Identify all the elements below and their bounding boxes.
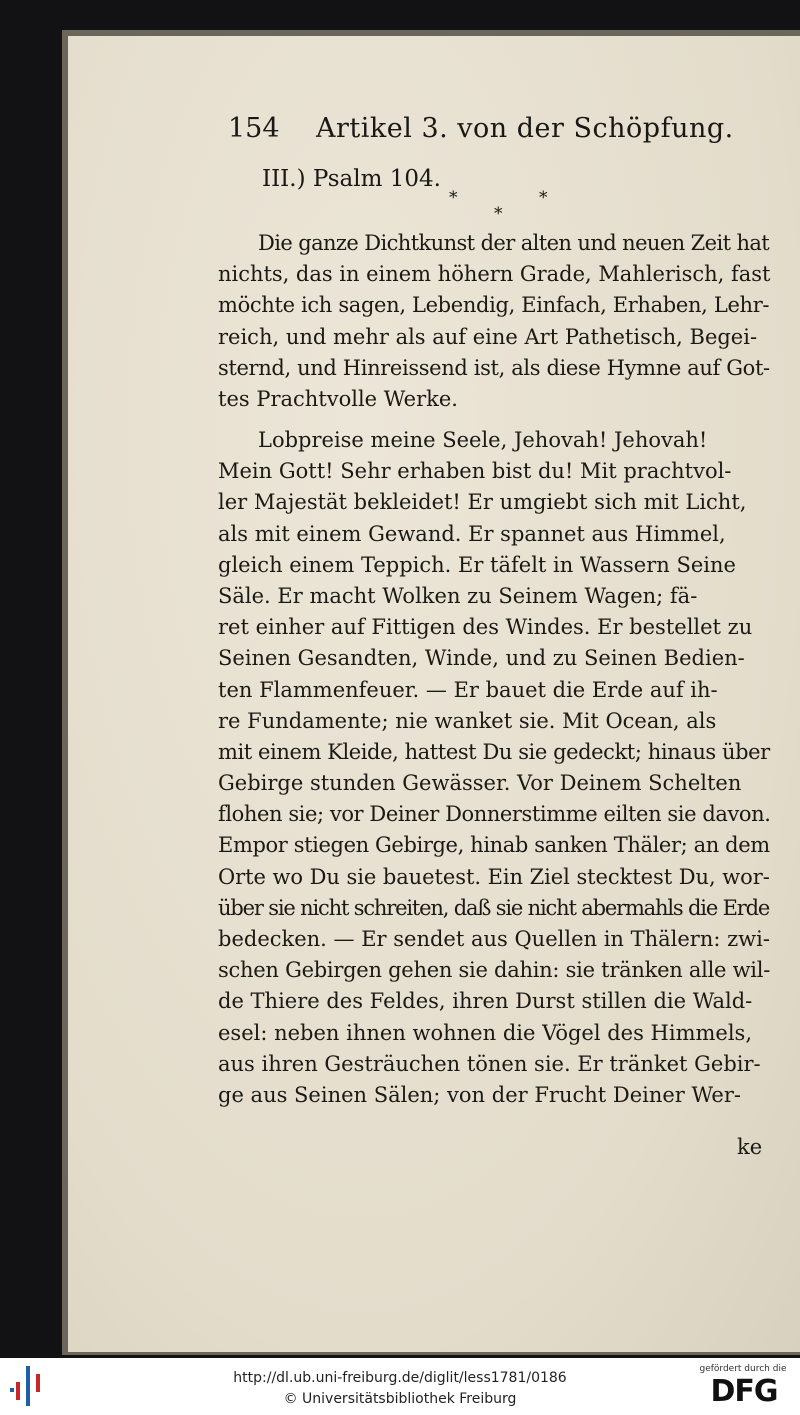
paragraph-psalm (218, 425, 770, 1111)
dfg-logo[interactable]: DFG (710, 1374, 778, 1409)
viewer-footer (0, 1358, 800, 1415)
paragraph-intro (218, 228, 770, 415)
text-line: Mein Gott! Sehr erhaben bist du! Mit prachtvol- (218, 459, 732, 484)
copyright-notice: © Universitätsbibliothek Freiburg (283, 1391, 517, 1407)
text-line: möchte ich sagen, Lebendig, Einfach, Erhaben, Lehr- (218, 293, 770, 318)
asterism-star: * (494, 204, 503, 224)
text-line: bedecken. — Er sendet aus Quellen in Thälern: zwi- (218, 927, 770, 951)
text-line: Seinen Gesandten, Winde, und zu Seinen Bedien- (218, 646, 745, 671)
text-line: Orte wo Du sie bauetest. Ein Ziel stecktest Du, wor- (218, 864, 770, 889)
asterism-star: * (539, 188, 548, 208)
source-url-link[interactable]: http://dl.ub.uni-freiburg.de/diglit/less1781/0186 (233, 1370, 567, 1386)
text-line: sternd, und Hinreissend ist, als diese Hymne auf Got- (218, 355, 770, 380)
text-line: ten Flammenfeuer. — Er bauet die Erde auf ih- (218, 677, 718, 702)
catchword: ke (737, 1135, 763, 1159)
page-number: 154 (228, 113, 280, 144)
asterism-star: * (449, 188, 458, 208)
text-line: über sie nicht schreiten, daß sie nicht abermahls die Erde (218, 895, 770, 920)
text-line: aus ihren Gesträuchen tönen sie. Er tränket Gebir- (218, 1051, 761, 1076)
text-line: ret einher auf Fittigen des Windes. Er bestellet zu (218, 615, 753, 640)
text-line: nichts, das in einem höhern Grade, Mahlerisch, fast (218, 262, 771, 287)
text-line: re Fundamente; nie wanket sie. Mit Ocean, als (218, 708, 717, 733)
text-line: Säle. Er macht Wolken zu Seinem Wagen; fä- (218, 583, 698, 608)
text-line: flohen sie; vor Deiner Donnerstimme eilten sie davon. (218, 802, 771, 827)
text-line: ge aus Seinen Sälen; von der Frucht Deiner Wer- (218, 1082, 741, 1107)
text-line: de Thiere des Feldes, ihren Durst stillen die Wald- (218, 989, 753, 1014)
section-heading: III.) Psalm 104. (262, 166, 441, 192)
funding-note: gefördert durch die (699, 1364, 787, 1374)
text-line: ler Majestät bekleidet! Er umgiebt sich mit Licht, (218, 490, 747, 515)
text-line: tes Prachtvolle Werke. (218, 386, 458, 411)
text-line: Die ganze Dichtkunst der alten und neuen Zeit hat (258, 231, 770, 255)
text-line: esel: neben ihnen wohnen die Vögel des Himmels, (218, 1020, 752, 1045)
text-line: reich, und mehr als auf eine Art Pathetisch, Begei- (218, 324, 758, 349)
text-line: Empor stiegen Gebirge, hinab sanken Thäler; an dem (218, 833, 770, 858)
text-line: Gebirge stunden Gewässer. Vor Deinem Schelten (218, 771, 742, 796)
text-line: Lobpreise meine Seele, Jehovah! Jehovah! (258, 428, 708, 452)
text-line: als mit einem Gewand. Er spannet aus Himmel, (218, 521, 726, 546)
text-line: schen Gebirgen gehen sie dahin: sie tränken alle wil- (218, 958, 771, 983)
text-line: gleich einem Teppich. Er täfelt in Wassern Seine (218, 552, 736, 577)
text-line: mit einem Kleide, hattest Du sie gedeckt; hinaus über (218, 739, 770, 764)
running-title: Artikel 3. von der Schöpfung. (316, 113, 734, 144)
running-header (228, 113, 734, 153)
